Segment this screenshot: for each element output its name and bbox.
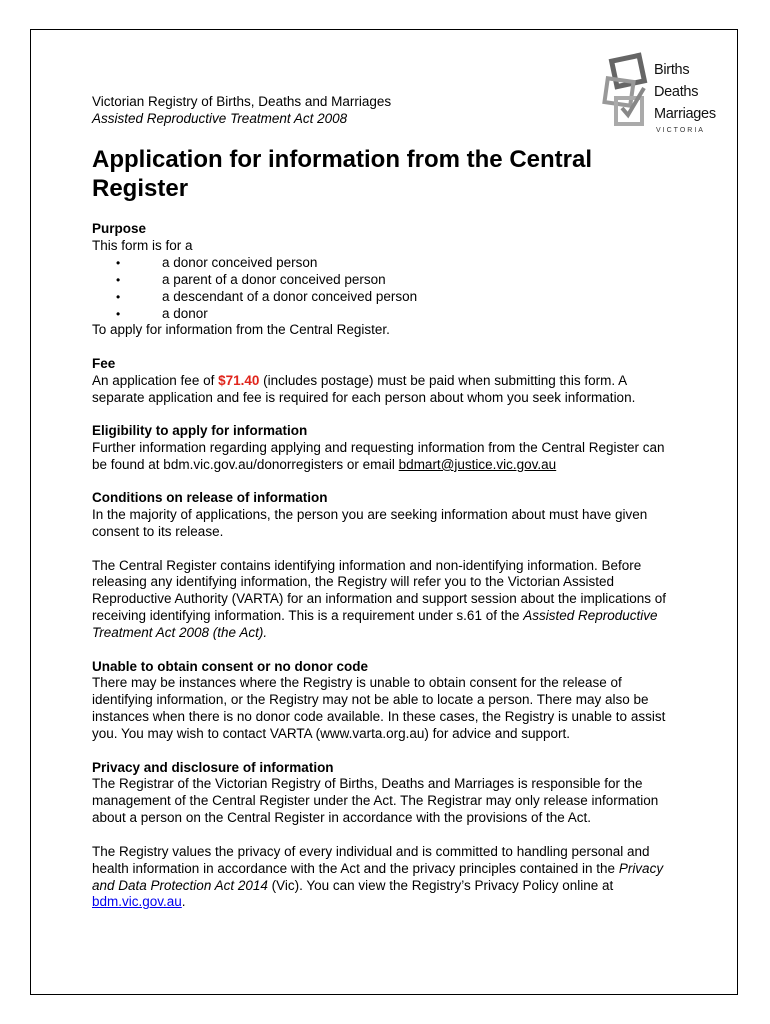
section-eligibility	[92, 423, 672, 474]
privacy-p1: The Registrar of the Victorian Registry of Births, Deaths and Marriages is responsible for the management of the Central Register under the Act. The Registrar may only release information about a person on the Central Register in accordance with the provisions of the Act.	[92, 776, 659, 826]
privacy-p2	[92, 844, 672, 912]
privacy-p2-after: (Vic). You can view the Registry’s Privacy Policy online at	[267, 877, 614, 893]
section-fee	[92, 356, 672, 407]
list-item: • a donor conceived person	[92, 255, 672, 272]
logo-text-deaths: Deaths	[654, 84, 699, 100]
fee-text-before: An application fee of	[92, 372, 219, 388]
page-title: Application for information from the Central Register	[92, 146, 593, 202]
eligibility-heading: Eligibility to apply for information	[92, 423, 308, 439]
privacy-act-citation: Privacy and Data Protection Act 2014	[92, 860, 664, 893]
logo-text-marriages: Marriages	[654, 106, 716, 122]
eligibility-body: Further information regarding applying and requesting information from the Central Register can be found at bdm.vic.gov.au/donorregisters or email	[92, 439, 665, 472]
conditions-p2-text: The Central Register contains identifying information and non-identifying information. Before releasing any identifying information, the Registry will refer you to the Victorian Assisted Reproductive Authority (VARTA) for an information and support session about the implications of receiving identifying information. This is a requirement under s.61 of the	[92, 557, 667, 624]
list-item: • a parent of a donor conceived person	[92, 272, 672, 289]
header-organisation: Victorian Registry of Births, Deaths and Marriages	[92, 94, 392, 109]
fee-text	[92, 373, 672, 407]
conditions-heading: Conditions on release of information	[92, 490, 328, 506]
document-body	[92, 221, 672, 928]
purpose-heading: Purpose	[92, 221, 147, 236]
eligibility-text	[92, 440, 672, 474]
unable-text: There may be instances where the Registry is unable to obtain consent for the release of identifying information, or the Registry may not be able to locate a person. There may also be instances when there is no donor code available. In these cases, the Registry is unable to assist you. You may wish to contact VARTA (www.varta.org.au) for advice and support.	[92, 675, 666, 742]
privacy-policy-link[interactable]: bdm.vic.gov.au	[92, 894, 182, 910]
purpose-outro: To apply for information from the Central Register.	[92, 322, 390, 338]
list-item: • a descendant of a donor conceived person	[92, 289, 672, 306]
bdm-logo	[600, 52, 735, 142]
section-privacy	[92, 760, 672, 828]
logo-text-victoria: VICTORIA	[656, 127, 705, 134]
fee-text-after: (includes postage) must be paid when submitting this form. A separate application and fee is required for each person about whom you seek information.	[92, 372, 636, 405]
email-link[interactable]: bdmart@justice.vic.gov.au	[398, 456, 557, 472]
privacy-heading: Privacy and disclosure of information	[92, 759, 334, 775]
conditions-p1: In the majority of applications, the person you are seeking information about must have given consent to its release.	[92, 507, 648, 540]
section-purpose	[92, 221, 672, 339]
conditions-p2	[92, 558, 672, 643]
unable-heading: Unable to obtain consent or no donor code	[92, 658, 368, 674]
header-act: Assisted Reproductive Treatment Act 2008	[92, 111, 348, 126]
section-unable	[92, 659, 672, 744]
purpose-list	[92, 255, 672, 323]
section-privacy-detail	[92, 844, 672, 912]
bdm-logo-mark-icon	[600, 52, 654, 132]
fee-heading: Fee	[92, 355, 116, 371]
fee-amount: $71.40	[218, 372, 260, 388]
privacy-p2-end: .	[181, 894, 186, 910]
privacy-p2-text: The Registry values the privacy of every individual and is committed to handling personal and health information in accordance with the Act and the privacy principles contained in the	[92, 843, 650, 876]
section-conditions-detail	[92, 558, 672, 643]
act-citation: Assisted Reproductive Treatment Act 2008 (the Act).	[92, 608, 658, 641]
logo-text-births: Births	[654, 62, 690, 78]
purpose-intro: This form is for a	[92, 237, 193, 253]
section-conditions	[92, 490, 672, 541]
list-item: • a donor	[92, 306, 672, 323]
